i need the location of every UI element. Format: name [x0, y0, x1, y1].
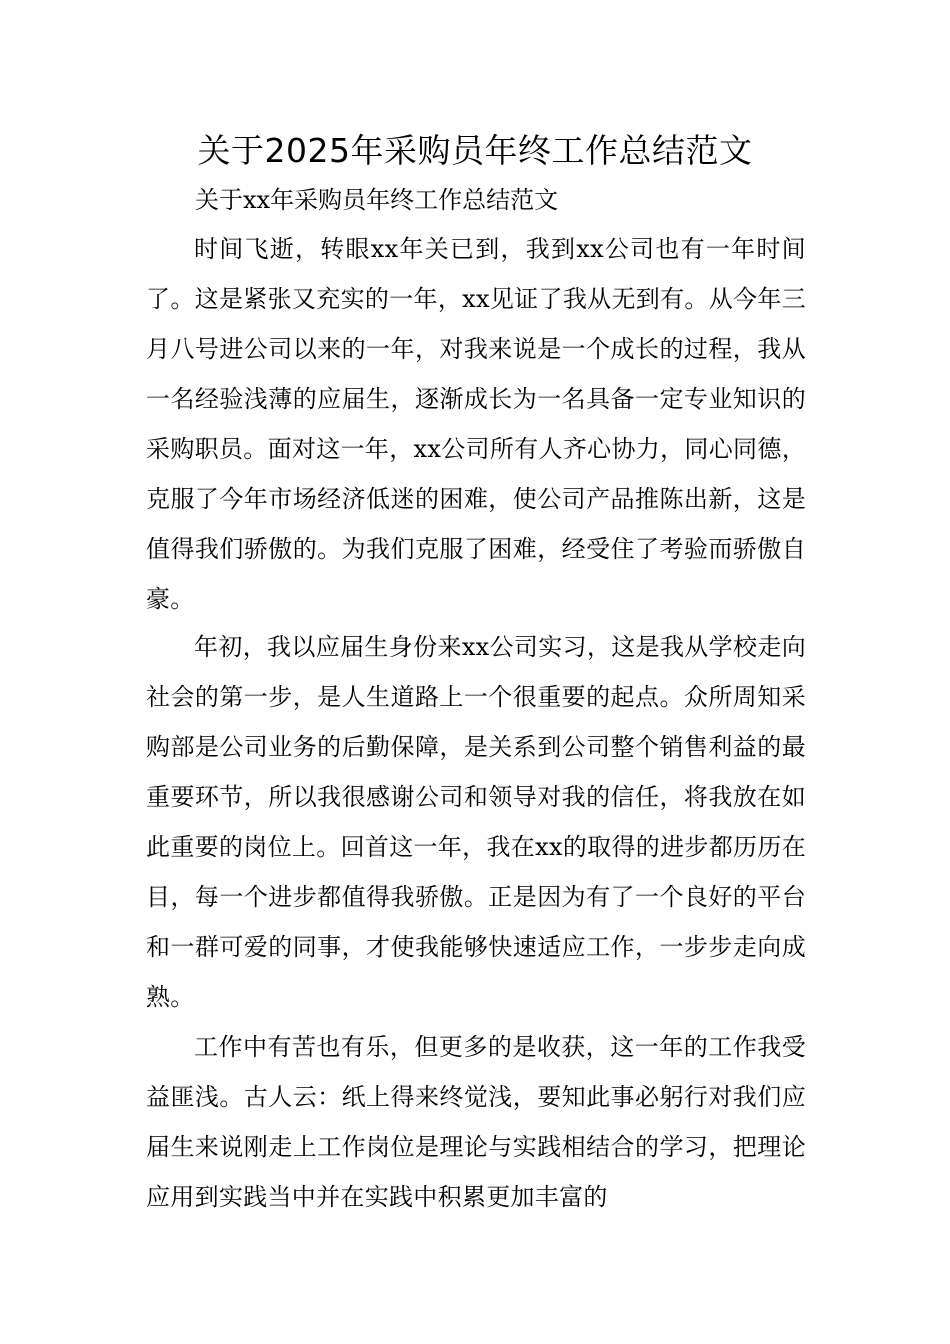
- paragraph-2: 年初，我以应届生身份来xx公司实习，这是我从学校走向社会的第一步，是人生道路上一个很重要的起点。众所周知采购部是公司业务的后勤保障，是关系到公司整个销售利益的最重要环节，所以我很感谢公司和领导对我的信任，将我放在如此重要的岗位上。回首这一年，我在xx的取得的进步都历历在目，每一个进步都值得我骄傲。正是因为有了一个良好的平台和一群可爱的同事，才使我能够快速适应工作，一步步走向成熟。: [146, 633, 806, 1011]
- document-subtitle: 关于xx年采购员年终工作总结范文: [195, 186, 559, 214]
- paragraph-3: 工作中有苦也有乐，但更多的是收获，这一年的工作我受益匪浅。古人云：纸上得来终觉浅，要知此事必躬行对我们应届生来说刚走上工作岗位是理论与实践相结合的学习，把理论应用到实践当中并在实践中积累更加丰富的: [146, 1033, 806, 1211]
- document-title: 关于2025年采购员年终工作总结范文: [197, 131, 753, 170]
- paragraph-1: 时间飞逝，转眼xx年关已到，我到xx公司也有一年时间了。这是紧张又充实的一年，xx见证了我从无到有。从今年三月八号进公司以来的一年，对我来说是一个成长的过程，我从一名经验浅薄的应届生，逐渐成长为一名具备一定专业知识的采购职员。面对这一年，xx公司所有人齐心协力，同心同德，克服了今年市场经济低迷的困难，使公司产品推陈出新，这是值得我们骄傲的。为我们克服了困难，经受住了考验而骄傲自豪。: [146, 235, 806, 613]
